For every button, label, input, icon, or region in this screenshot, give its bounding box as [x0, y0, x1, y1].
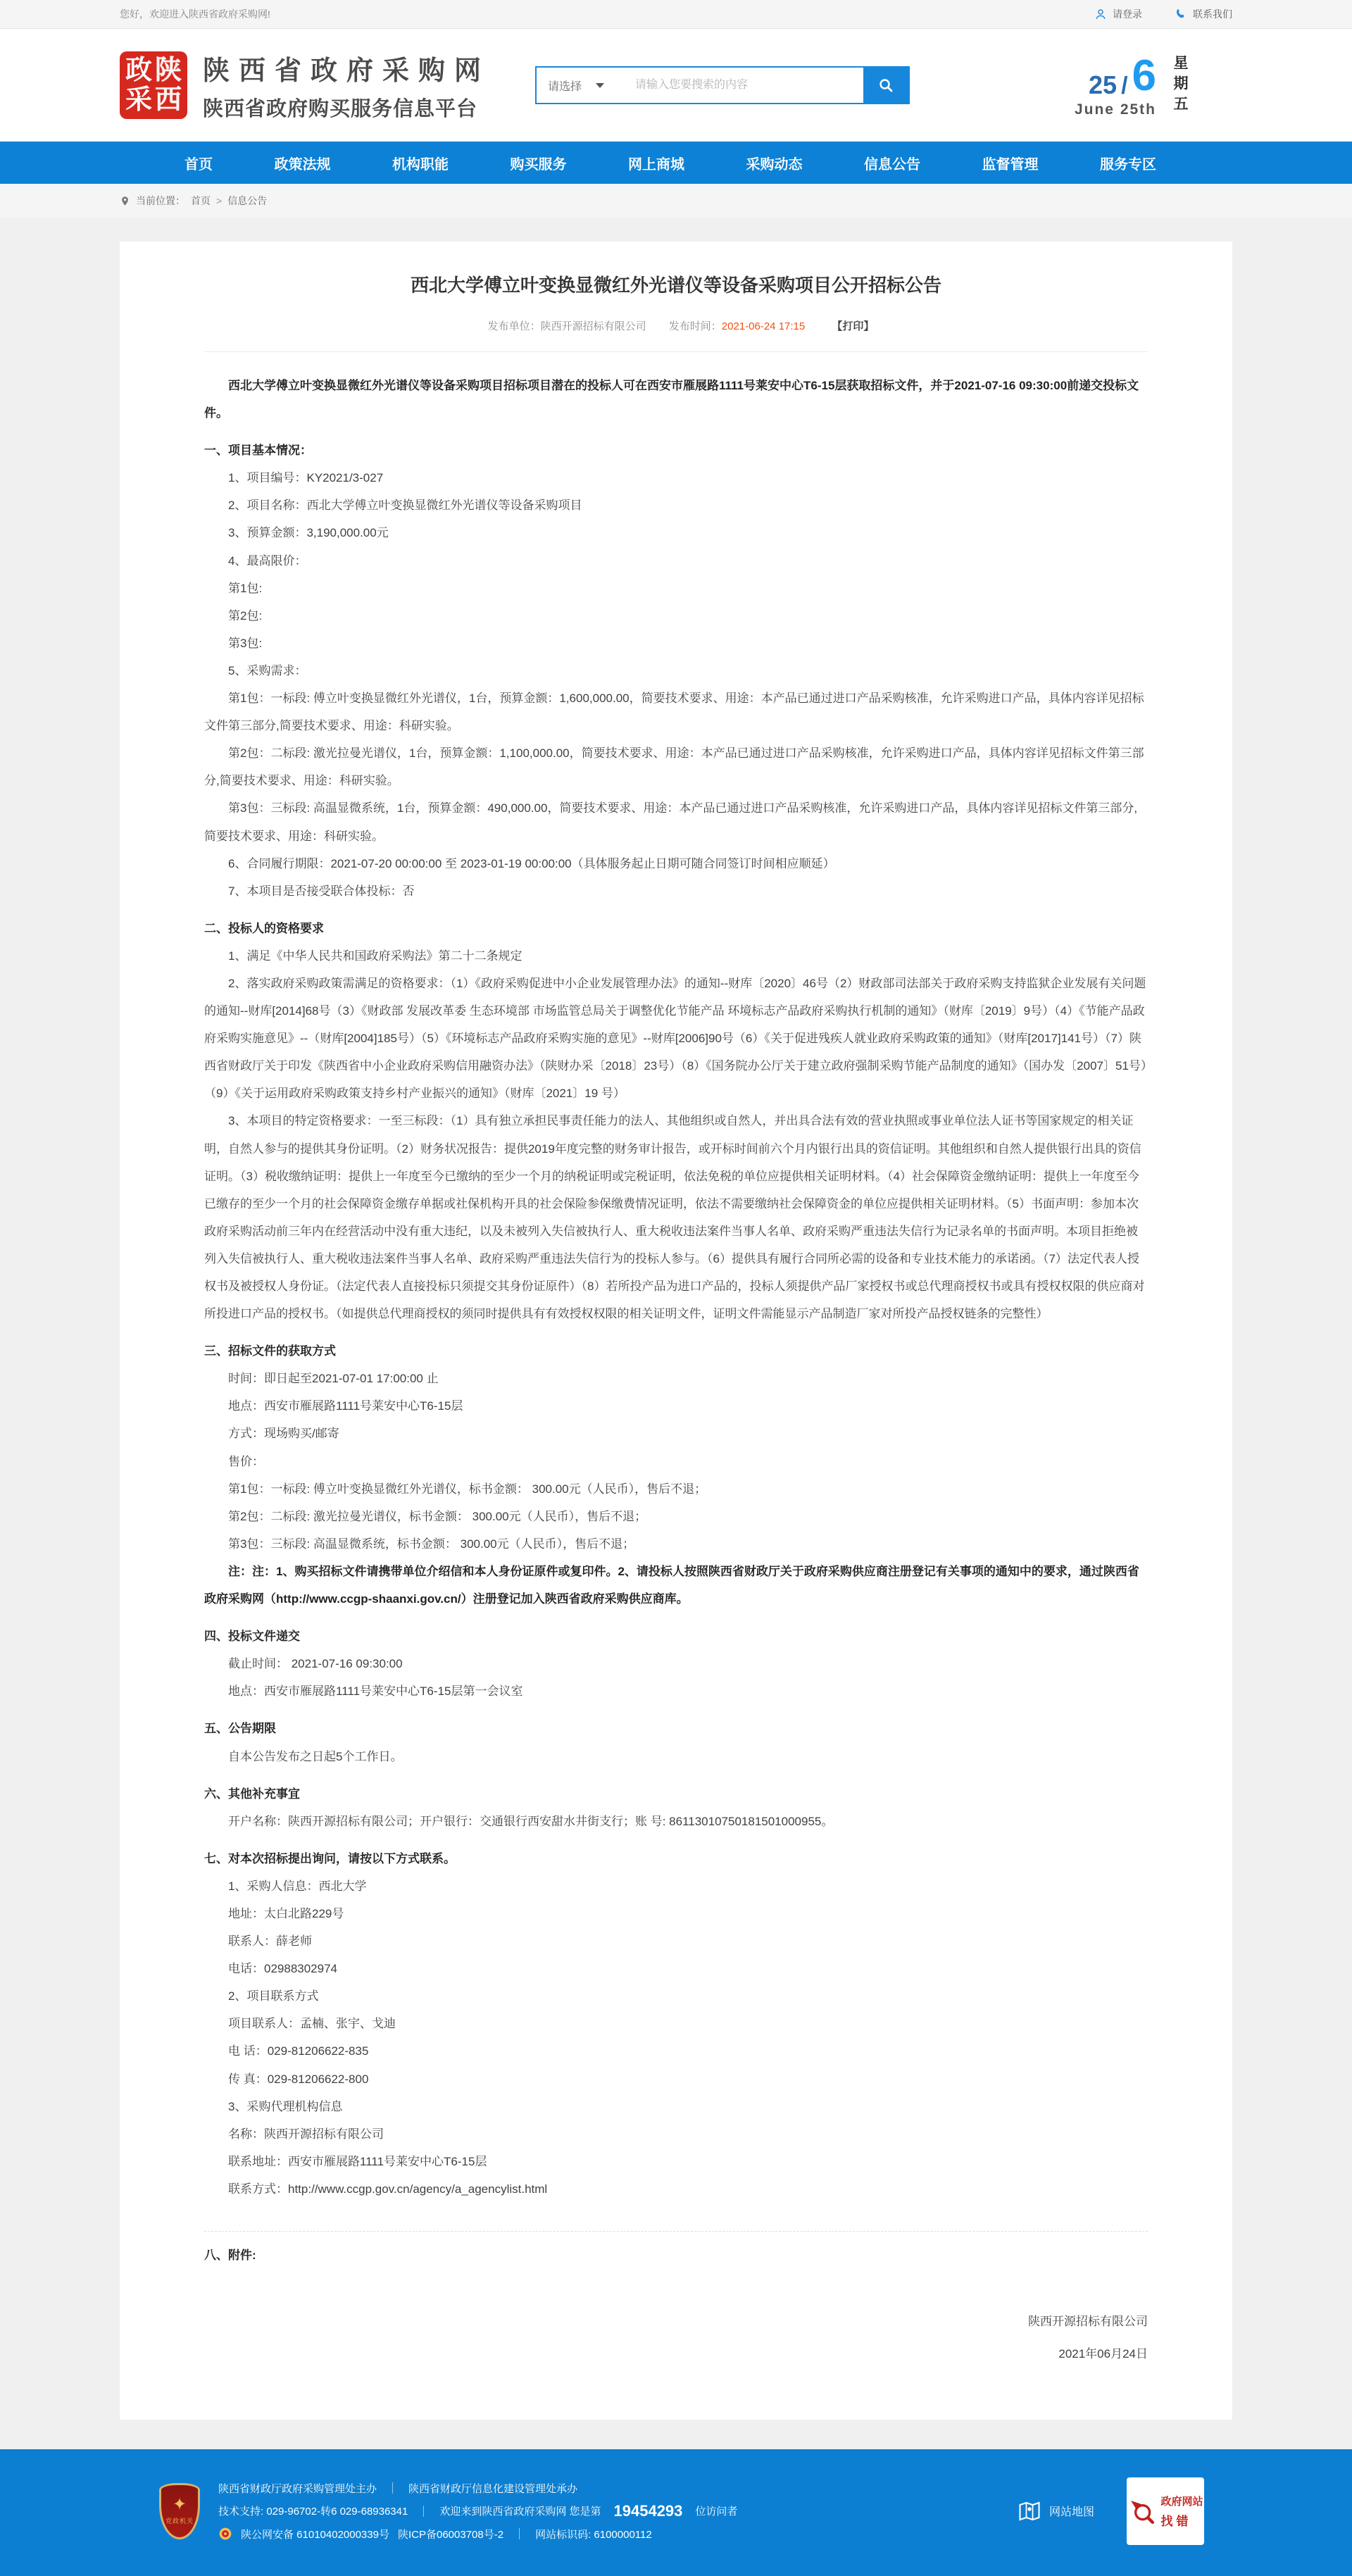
footer-welcome: 欢迎来到陕西省政府采购网 您是第: [439, 2506, 601, 2518]
footer-beian[interactable]: 陕公网安备 61010402000339号: [241, 2528, 389, 2541]
article-paragraph: 4、最高限价：: [228, 554, 307, 568]
nav-item-announcements[interactable]: 信息公告: [864, 156, 920, 173]
error-badge-subtitle: 找错: [1160, 2514, 1192, 2528]
login-label: 请登录: [1113, 8, 1142, 20]
site-title: 陕西省政府采购网: [203, 56, 491, 86]
article-paragraph: 地址：太白北路229号: [228, 1906, 344, 1920]
date-weekday: 星期五: [1172, 54, 1188, 116]
nav-item-service-zone[interactable]: 服务专区: [1100, 156, 1156, 173]
breadcrumb-bar: [0, 184, 1352, 218]
page-main: [0, 218, 1352, 2449]
section-heading: 六、其他补充事宜: [204, 1787, 300, 1801]
error-badge-title: 政府网站: [1160, 2495, 1203, 2508]
page-footer: [0, 2449, 1352, 2576]
article-paragraph: 第2包：二标段: 激光拉曼光谱仪，标书金额： 300.00元（人民币），售后不退；: [228, 1509, 647, 1523]
signature-company: 陕西开源招标有限公司: [1028, 2315, 1148, 2329]
publish-time-label: 发布时间：: [668, 320, 722, 332]
contact-label: 联系我们: [1193, 8, 1232, 20]
article-paragraph: 2、落实政府采购政策需满足的资格要求：（1）《政府采购促进中小企业发展管理办法》的通知--财库〔2020〕46号（2）财政部司法部关于政府采购支持监狱企业发展有关问题的通知--财库[2014]68号（3）《财政部 发展改革委 生态环境部 市场监管总局关于调整优化节能产品 环境标志产品政府采购执行机制的通知》（财库〔2019〕9号）（4）《节能产品政府采购实施意见》--（财库[2004]185号）（5）《环境标志产品政府采购实施的意见》--财库[2006]90号（6）《关于促进残疾人就业政府采购政策的通知》（财库[2017]141号）（7）陕西省财政厅关于印发《陕西省中小企业政府采购信用融资办法》（陕财办采〔2018〕23号）（8）《国务院办公厅关于建立政府强制采购节能产品制度的通知》（国办发〔2007〕51号）（9）《关于运用政府采购政策支持乡村产业振兴的通知》（财库〔2021〕19 号）: [204, 976, 1147, 1101]
article-paragraph: 项目联系人：孟楠、张宇、戈迪: [228, 2017, 396, 2031]
announcement-card: [120, 242, 1232, 2420]
article-paragraph: 截止时间： 2021-07-16 09:30:00: [228, 1657, 403, 1671]
article-paragraph: 联系人：薛老师: [228, 1934, 312, 1949]
contact-us-link[interactable]: [1175, 7, 1232, 21]
article-paragraph: 时间：即日起至2021-07-01 17:00:00 止: [228, 1372, 439, 1386]
nav-item-purchase-services[interactable]: 购买服务: [510, 156, 567, 173]
nav-item-supervision[interactable]: 监督管理: [982, 156, 1039, 173]
article-paragraph: 售价：: [228, 1454, 264, 1468]
article-paragraph: 5、采购需求：: [228, 663, 307, 677]
date-month-en: June: [1074, 101, 1115, 118]
article-paragraph: 第1包：一标段: 傅立叶变换显微红外光谱仪，标书金额： 300.00元（人民币），售后不退；: [228, 1482, 707, 1496]
nav-item-online-mall[interactable]: 网上商城: [628, 156, 684, 173]
article-paragraph: 自本公告发布之日起5个工作日。: [228, 1749, 403, 1763]
logo-char: 政: [125, 56, 152, 85]
article-paragraph: 1、满足《中华人民共和国政府采购法》第二十二条规定: [228, 949, 522, 963]
date-slash: /: [1121, 72, 1128, 99]
print-button[interactable]: 【打印】: [832, 320, 875, 332]
site-subtitle: 陕西省政府购买服务信息平台: [203, 98, 478, 120]
footer-separator: [423, 2506, 424, 2517]
article-paragraph: 第2包：二标段: 激光拉曼光谱仪，1台，预算金额：1,100,000.00，简要技术要求、用途：本产品已通过进口产品采购核准，允许采购进口产品，具体内容详见招标文件第三部分,简要技术要求、用途：科研实验。: [204, 746, 1144, 788]
nav-item-procurement-news[interactable]: 采购动态: [746, 156, 803, 173]
breadcrumb-home[interactable]: 首页: [191, 195, 211, 206]
article-body: [204, 372, 1148, 2269]
footer-site-code: 网站标识码: 6100000112: [535, 2528, 652, 2541]
section-heading: 五、公告期限: [204, 1722, 276, 1736]
publish-time-value: 2021-06-24 17:15: [721, 320, 806, 332]
search-select-label: 请选择: [548, 80, 582, 93]
publisher-value: 陕西开源招标有限公司: [540, 320, 646, 332]
article-paragraph: 7、本项目是否接受联合体投标：否: [228, 884, 415, 898]
badge-label: 党政机关: [165, 2518, 194, 2525]
welcome-text: 您好，欢迎进入陕西省政府采购网!: [120, 8, 270, 20]
date-widget: [1074, 51, 1232, 118]
article-paragraph: 2、项目联系方式: [228, 1989, 319, 2003]
footer-icp[interactable]: 陕ICP备06003708号-2: [397, 2528, 504, 2541]
search-category-select[interactable]: [537, 68, 627, 103]
main-nav: [0, 142, 1352, 184]
article-paragraph: 联系地址：西安市雁展路1111号莱安中心T6-15层: [228, 2154, 487, 2168]
sitemap-label: 网站地图: [1049, 2506, 1094, 2519]
footer-undertaker: 陕西省财政厅信息化建设管理处承办: [408, 2482, 578, 2495]
date-day-en: 25th: [1120, 101, 1156, 118]
search-input[interactable]: [627, 68, 863, 103]
sitemap-link[interactable]: [1017, 2499, 1094, 2524]
article-paragraph: 第3包：三标段: 高温显微系统，1台，预算金额：490,000.00，简要技术要求、用途：本产品已通过进口产品采购核准，允许采购进口产品，具体内容详见招标文件第三部分,简要技术要求、用途：科研实验。: [204, 801, 1138, 843]
user-icon: [1094, 8, 1107, 20]
intro-paragraph: 西北大学傅立叶变换显微红外光谱仪等设备采购项目招标项目潜在的投标人可在西安市雁展路1111号莱安中心T6-15层获取招标文件，并于2021-07-16 09:30:00前递交投标文件。: [204, 379, 1139, 420]
phone-icon: [1175, 8, 1187, 20]
article-paragraph: 开户名称：陕西开源招标有限公司；开户银行：交通银行西安甜水井街支行；账 号: 86113010750181501000955。: [228, 1814, 834, 1828]
article-paragraph: 方式：现场购买/邮寄: [228, 1427, 339, 1441]
article-paragraph: 名称：陕西开源招标有限公司: [228, 2127, 384, 2141]
section-heading: 一、项目基本情况：: [204, 444, 312, 458]
attachment-divider: [204, 2231, 1148, 2232]
article-paragraph: 第2包:: [228, 608, 263, 623]
search-button[interactable]: [863, 68, 908, 103]
chevron-down-icon: [596, 83, 604, 88]
article-paragraph: 第1包：一标段: 傅立叶变换显微红外光谱仪，1台，预算金额：1,600,000.00，简要技术要求、用途：本产品已通过进口产品采购核准，允许采购进口产品，具体内容详见招标文件第三部分,简要技术要求、用途：科研实验。: [204, 692, 1144, 733]
article-paragraph: 2、项目名称：西北大学傅立叶变换显微红外光谱仪等设备采购项目: [228, 499, 582, 513]
article-paragraph: 传 真：029-81206622-800: [228, 2072, 369, 2086]
visitor-count: 19454293: [613, 2501, 683, 2520]
page-title: 西北大学傅立叶变换显微红外光谱仪等设备采购项目公开招标公告: [410, 275, 941, 296]
article-paragraph: 第3包：三标段: 高温显微系统，标书金额： 300.00元（人民币），售后不退；: [228, 1537, 635, 1551]
sitemap-icon: [1017, 2499, 1042, 2524]
signature-block: [204, 2306, 1148, 2370]
date-month: 6: [1132, 51, 1156, 100]
footer-tech-support: 技术支持: 029-96702-转6 029-68936341: [218, 2506, 408, 2518]
section-heading: 七、对本次招标提出询问，请按以下方式联系。: [204, 1851, 456, 1865]
article-paragraph: 3、采购代理机构信息: [228, 2099, 343, 2113]
breadcrumb-separator: >: [216, 195, 223, 206]
note-paragraph: 注：注：1、购买招标文件请携带单位介绍信和本人身份证原件或复印件。2、请投标人按照陕西省财政厅关于政府采购供应商注册登记有关事项的通知中的要求，通过陕西省政府采购网（http://www.ccgp-shaanxi.gov.cn/）注册登记加入陕西省政府采购供应商库。: [204, 1564, 1139, 1606]
nav-item-functions[interactable]: 机构职能: [392, 156, 449, 173]
article-paragraph: 地点：西安市雁展路1111号莱安中心T6-15层第一会议室: [228, 1684, 523, 1699]
article-paragraph: 第3包:: [228, 636, 263, 650]
article-meta: [204, 318, 1148, 352]
public-security-badge-icon: [218, 2527, 232, 2541]
section-heading: 四、投标文件递交: [204, 1630, 300, 1644]
logo-char: 陕: [154, 56, 182, 85]
gov-site-error-report-badge[interactable]: [1127, 2477, 1204, 2545]
article-paragraph: 联系方式：http://www.ccgp.gov.cn/agency/a_agencylist.html: [228, 2182, 548, 2196]
date-day: 25: [1089, 70, 1118, 99]
login-link[interactable]: [1094, 7, 1142, 21]
site-logo: [120, 51, 187, 119]
site-header: [0, 29, 1352, 142]
section-heading: 二、投标人的资格要求: [204, 921, 324, 935]
search-icon: [877, 77, 894, 94]
location-pin-icon: [120, 196, 130, 206]
article-paragraph: 地点：西安市雁展路1111号莱安中心T6-15层: [228, 1399, 463, 1413]
article-paragraph: 第1包:: [228, 581, 263, 595]
article-paragraph: 3、预算金额：3,190,000.00元: [228, 526, 389, 540]
article-paragraph: 电话：02988302974: [228, 1962, 338, 1976]
logo-char: 采: [125, 85, 152, 115]
logo-char: 西: [154, 85, 182, 115]
article-paragraph: 电 话：029-81206622-835: [228, 2044, 369, 2058]
party-gov-badge-icon: [159, 2483, 200, 2539]
nav-item-home[interactable]: 首页: [184, 156, 213, 173]
breadcrumb-current[interactable]: 信息公告: [227, 195, 268, 206]
article-paragraph: 3、本项目的特定资格要求：一至三标段：（1）具有独立承担民事责任能力的法人、其他组织或自然人，并出具合法有效的营业执照或事业单位法人证书等国家规定的相关证明，自然人参与的提供其身份证明。（2）财务状况报告：提供2019年度完整的财务审计报告，或开标时间前六个月内银行出具的资信证明。其他组织和自然人提供银行出具的资信证明。（3）税收缴纳证明：提供上一年度至今已缴纳的至少一个月的纳税证明或完税证明，依法免税的单位应提供相关证明材料。（4）社会保障资金缴纳证明：提供上一年度至今已缴存的至少一个月的社会保障资金缴存单据或社保机构开具的社会保险参保缴费情况证明，依法不需要缴纳社会保障资金的单位应提供相关证明材料。（5）书面声明：参加本次政府采购活动前三年内在经营活动中没有重大违纪，以及未被列入失信被执行人、重大税收违法案件当事人名单、政府采购严重违法失信行为记录名单的书面声明。本项目拒绝被列入失信被执行人、重大税收违法案件当事人名单、政府采购严重违法失信行为的投标人参与。（6）提供具有履行合同所必需的设备和专业技术能力的承诺函。（7）法定代表人授权书及被授权人身份证。（法定代表人直接投标只须提交其身份证原件）（8）若所投产品为进口产品的，投标人须提供产品厂家授权书或总代理商授权书或具有授权权限的供应商对所投进口产品的授权书。（如提供总代理商授权的须同时提供具有有效授权权限的相关证明文件，证明文件需能显示产品制造厂家对所投产品授权链条的完整性）: [204, 1114, 1145, 1321]
breadcrumb-label: 当前位置：: [136, 195, 185, 206]
footer-welcome-suffix: 位访问者: [695, 2506, 738, 2518]
article-paragraph: 1、采购人信息：西北大学: [228, 1879, 367, 1893]
error-finder-magnifier-icon: [1127, 2497, 1156, 2525]
footer-separator: [519, 2528, 520, 2539]
section-heading: 三、招标文件的获取方式: [204, 1344, 336, 1358]
article-paragraph: 6、合同履行期限：2021-07-20 00:00:00 至 2023-01-19 00:00:00（具体服务起止日期可随合同签订时间相应顺延）: [228, 856, 835, 870]
top-bar: [0, 0, 1352, 29]
search-box: [535, 66, 910, 104]
section-heading: 八、附件:: [204, 2249, 256, 2262]
article-paragraph: 1、项目编号：KY2021/3-027: [228, 471, 384, 485]
footer-separator: [392, 2482, 393, 2494]
badge-emblem-icon: ✦: [172, 2495, 187, 2515]
nav-item-policies[interactable]: 政策法规: [274, 156, 331, 173]
signature-date: 2021年06月24日: [1058, 2346, 1148, 2361]
publisher-label: 发布单位：: [487, 320, 541, 332]
footer-host: 陕西省财政厅政府采购管理处主办: [218, 2482, 377, 2495]
